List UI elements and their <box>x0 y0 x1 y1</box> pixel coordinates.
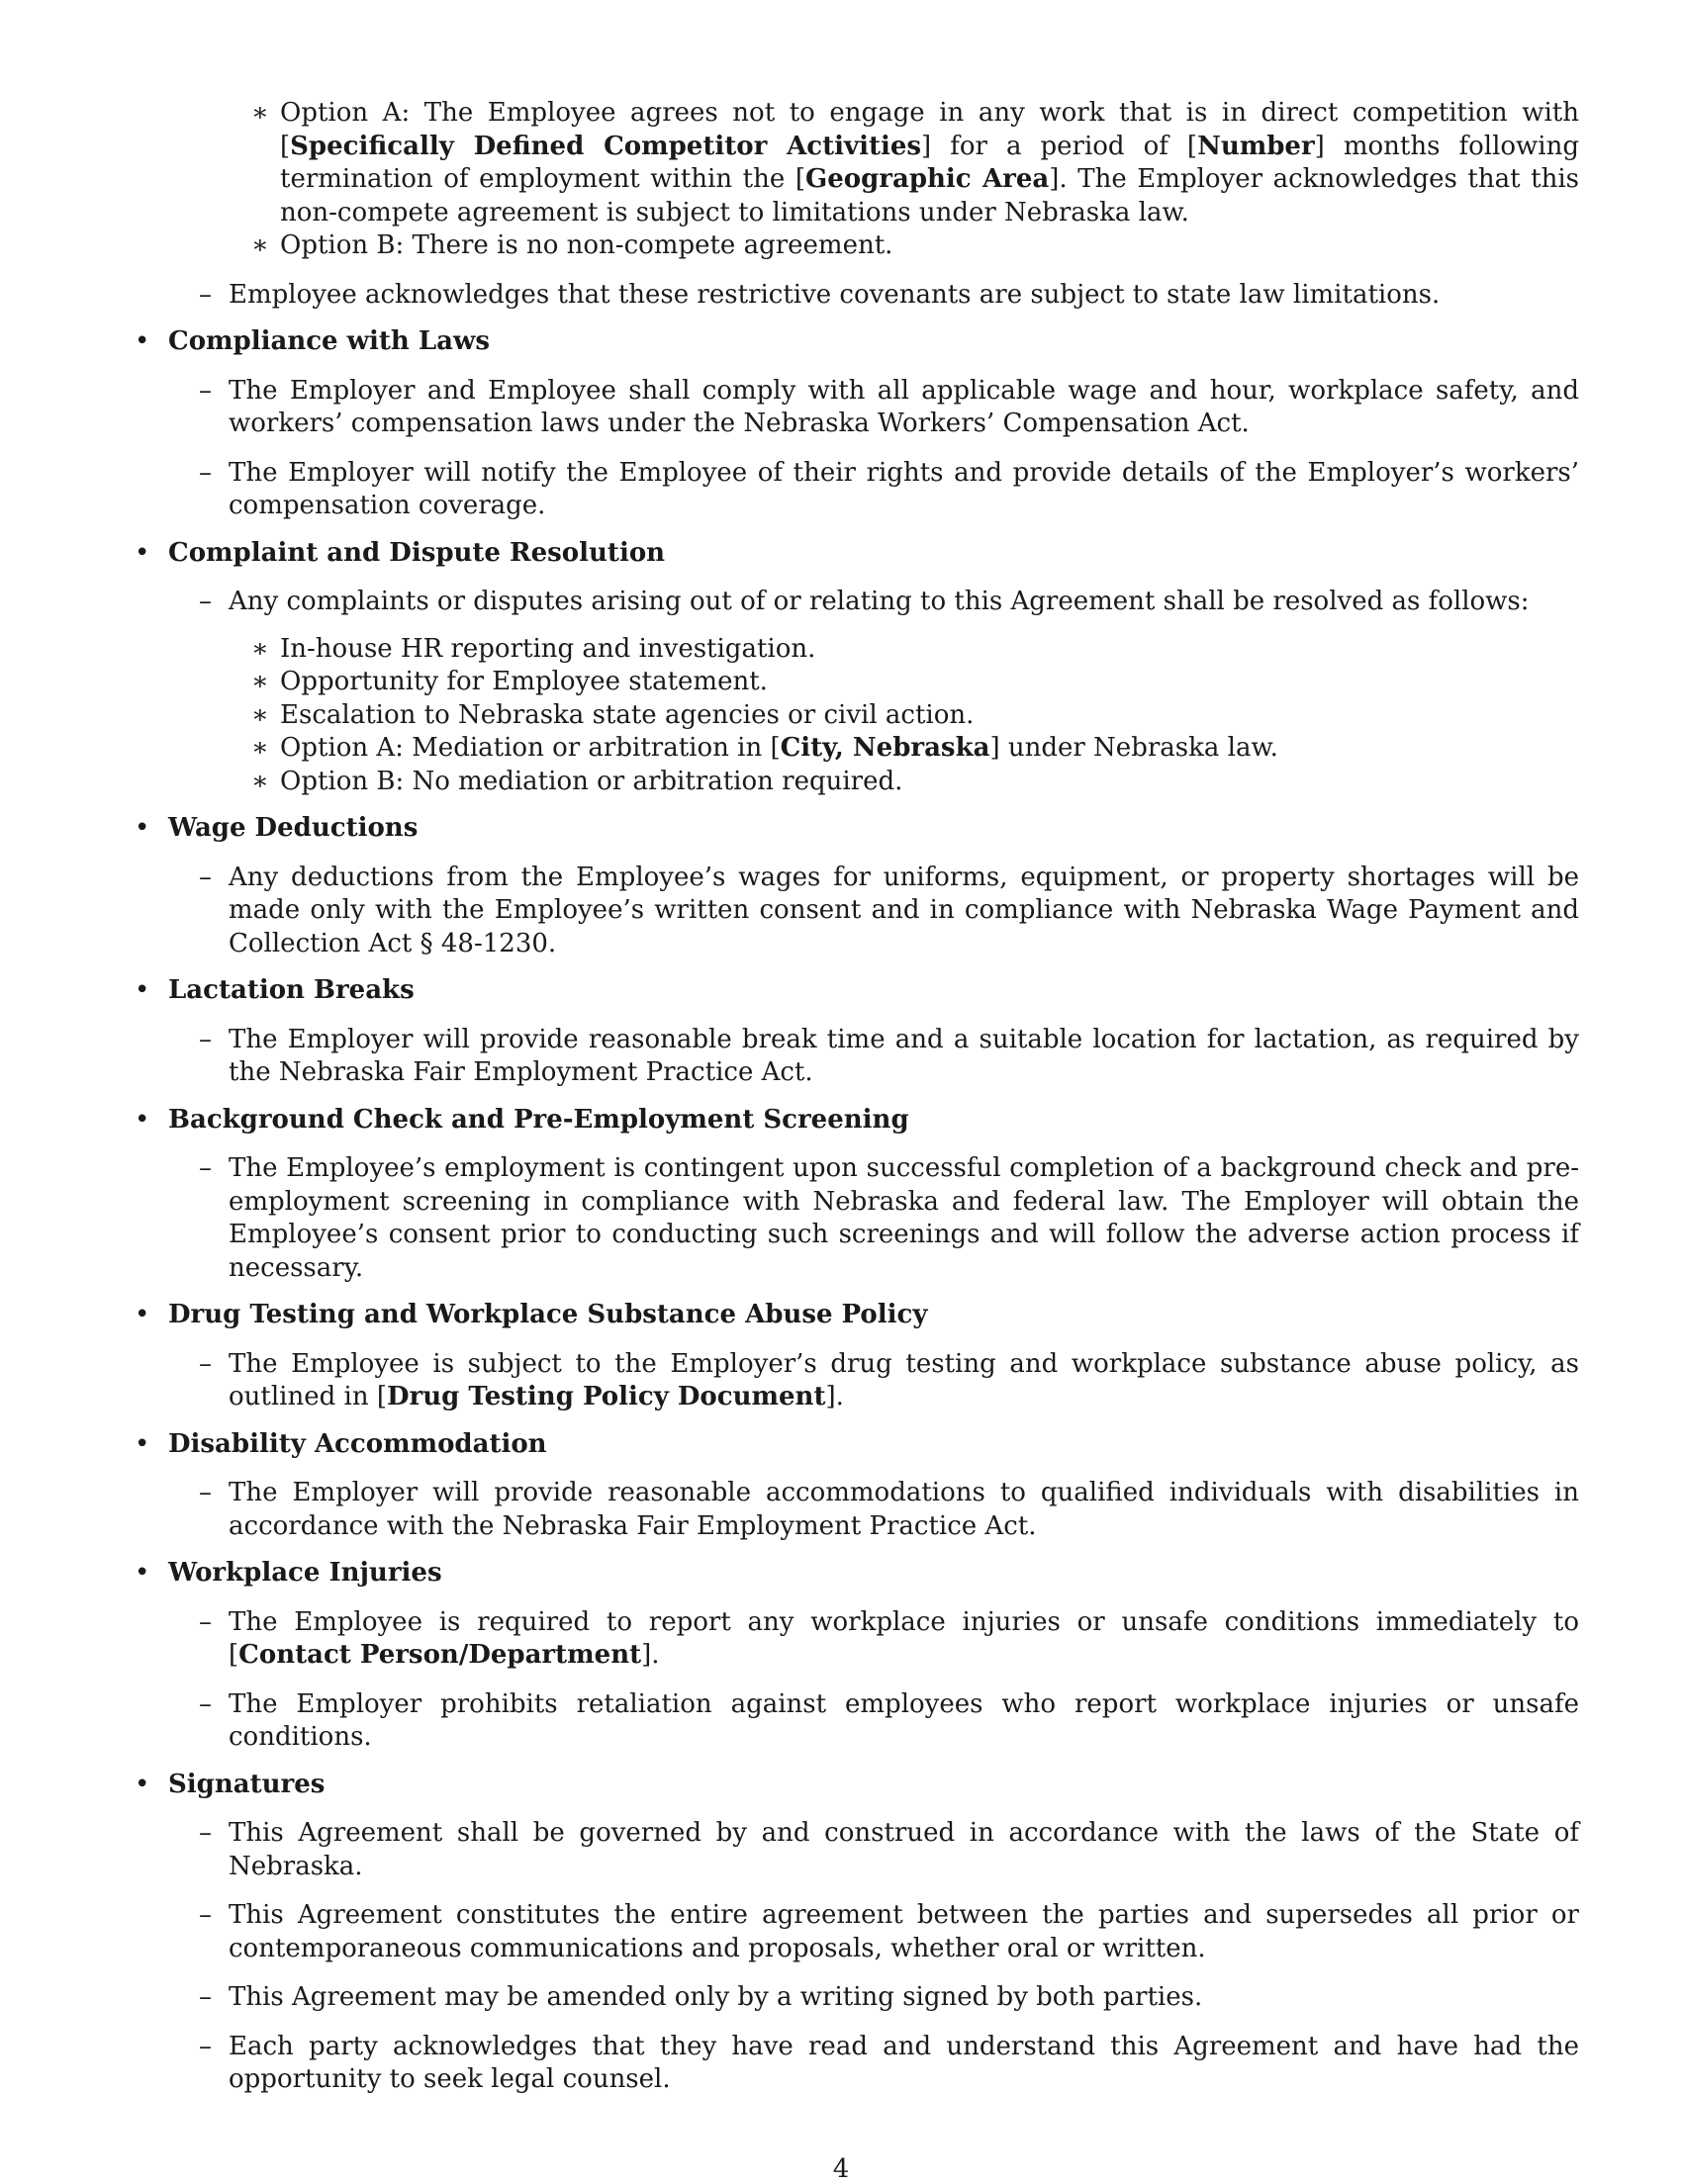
list-item: – Any complaints or disputes arising out of or relating to this Agreement shall be resolved as follows: ∗ In-house HR reporting and investigation. ∗ Opportunity for Employee statement. ∗ Escalation to Nebraska state agencies or civil action. ∗ Option A: Mediation or arbitration in [City, Nebraska] under Nebraska law. ∗ Option B: No mediation or arbitration required. <box>229 586 1579 798</box>
section-title: Compliance with Laws <box>168 326 491 356</box>
list-item: – The Employer prohibits retaliation against employees who report workplace injuries or unsafe conditions. <box>199 1688 1579 1752</box>
list-item: ∗ In-house HR reporting and investigation. <box>280 633 1579 667</box>
section-background-check <box>135 1104 1579 1286</box>
page-number: 4 <box>832 2154 850 2184</box>
star-bullet-icon: ∗ <box>251 633 269 664</box>
dash-bullet-icon: – <box>199 1153 212 1183</box>
star-bullet-icon: ∗ <box>251 699 269 730</box>
star-bullet-icon: ∗ <box>251 667 269 696</box>
section-items <box>168 1152 1579 1285</box>
section-items <box>168 1348 1579 1414</box>
star-bullet-icon: ∗ <box>251 98 269 128</box>
section-compliance <box>135 325 1579 523</box>
dash-bullet-icon: – <box>199 1348 212 1379</box>
section-workplace-injuries <box>135 1557 1579 1755</box>
section-items <box>168 1477 1579 1543</box>
star-bullet-icon: ∗ <box>251 766 269 796</box>
dash-bullet-icon: – <box>199 1818 212 1848</box>
document-body <box>135 97 1579 2097</box>
list-item: – The Employee is required to report any workplace injuries or unsafe conditions immediately to [Contact Person/Department]. <box>199 1606 1579 1670</box>
list-item: – The Employer will provide reasonable accommodations to qualified individuals with disabilities in accordance with the Nebraska Fair Employment Practice Act. <box>199 1478 1579 1541</box>
bullet-icon: • <box>135 975 150 1005</box>
list-item: – Employee acknowledges that these restrictive covenants are subject to state law limitations. <box>229 279 1579 313</box>
bullet-icon: • <box>135 1428 150 1459</box>
section-title: Workplace Injuries <box>168 1558 442 1588</box>
dash-bullet-icon: – <box>199 1606 212 1637</box>
dash-bullet-icon: – <box>199 1478 212 1507</box>
bullet-icon: • <box>135 537 150 568</box>
section-items <box>168 586 1579 798</box>
list-item: ∗ Opportunity for Employee statement. <box>280 666 1579 699</box>
list-item: ∗ Escalation to Nebraska state agencies or civil action. <box>280 699 1579 733</box>
star-bullet-icon: ∗ <box>251 733 269 763</box>
list-item: – This Agreement may be amended only by a writing signed by both parties. <box>229 1981 1579 2015</box>
section-title: Disability Accommodation <box>168 1428 547 1459</box>
section-items <box>168 862 1579 961</box>
section-disability <box>135 1428 1579 1544</box>
list-item: ∗ Option B: No mediation or arbitration required. <box>280 766 1579 799</box>
list-item: – The Employee is subject to the Employer’s drug testing and workplace substance abuse policy, as outlined in [Drug Testing Policy Document]. <box>199 1348 1579 1411</box>
section-items <box>168 1024 1579 1090</box>
bullet-icon: • <box>135 326 150 356</box>
list-item: – The Employee’s employment is contingent upon successful completion of a background check and pre-employment screening in compliance with Nebraska and federal law. The Employer will obtain the Employee’s consent prior to conducting such screenings and will follow the adverse action process if necessary. <box>199 1153 1579 1283</box>
list-item: – The Employer will provide reasonable break time and a suitable location for lactation, as required by the Nebraska Fair Employment Practice Act. <box>199 1024 1579 1087</box>
continued-list <box>135 97 1579 312</box>
bullet-icon: • <box>135 1558 150 1588</box>
section-items <box>168 1817 1579 2097</box>
list-item: – Each party acknowledges that they have read and understand this Agreement and have had the opportunity to seek legal counsel. <box>199 2031 1579 2094</box>
section-title: Background Check and Pre-Employment Screening <box>168 1104 909 1135</box>
section-complaint <box>135 537 1579 799</box>
section-wage-deductions <box>135 812 1579 960</box>
bullet-icon: • <box>135 1300 150 1329</box>
list-item: – The Employer will notify the Employee of their rights and provide details of the Employer’s workers’ compensation coverage. <box>199 457 1579 520</box>
list-item: – Any deductions from the Employee’s wages for uniforms, equipment, or property shortages will be made only with the Employee’s written consent and in compliance with Nebraska Wage Payment and Collection Act § 48-1230. <box>199 862 1579 958</box>
dash-bullet-icon: – <box>199 457 212 488</box>
list-item: – This Agreement shall be governed by and construed in accordance with the laws of the State of Nebraska. <box>199 1818 1579 1881</box>
dash-bullet-icon: – <box>199 1688 212 1719</box>
list-item: ∗ Option B: There is no non-compete agreement. <box>280 229 1579 263</box>
list-item: ∗ Option A: Mediation or arbitration in [City, Nebraska] under Nebraska law. <box>280 732 1579 766</box>
section-title: Signatures <box>168 1769 326 1799</box>
bullet-icon: • <box>135 1104 150 1135</box>
dash-bullet-icon: – <box>199 279 212 310</box>
dash-bullet-icon: – <box>199 587 212 616</box>
noncompete-options <box>229 97 1579 263</box>
section-title: Lactation Breaks <box>168 975 415 1005</box>
section-items <box>168 1606 1579 1755</box>
dash-bullet-icon: – <box>199 862 212 892</box>
section-items <box>168 375 1579 523</box>
bullet-icon: • <box>135 1769 150 1799</box>
bullet-icon: • <box>135 813 150 843</box>
resolution-steps <box>229 633 1579 799</box>
section-drug-testing <box>135 1299 1579 1414</box>
dash-bullet-icon: – <box>199 1900 212 1930</box>
list-item: – This Agreement constitutes the entire agreement between the parties and supersedes all prior or contemporaneous communications and proposals, whether oral or written. <box>199 1900 1579 1963</box>
dash-bullet-icon: – <box>199 1982 212 2012</box>
list-item: – The Employer and Employee shall comply with all applicable wage and hour, workplace safety, and workers’ compensation laws under the Nebraska Workers’ Compensation Act. <box>199 375 1579 438</box>
section-title: Wage Deductions <box>168 813 419 843</box>
section-title: Drug Testing and Workplace Substance Abuse Policy <box>168 1300 928 1329</box>
star-bullet-icon: ∗ <box>251 230 269 260</box>
noncompete-item <box>229 97 1579 263</box>
section-lactation <box>135 974 1579 1090</box>
dash-bullet-icon: – <box>199 2031 212 2061</box>
list-item: ∗ Option A: The Employee agrees not to engage in any work that is in direct competition with [Specifically Defined Competitor Activities] for a period of [Number] months following termination of employment within the [Geographic Area]. The Employer acknowledges that this non-compete agreement is subject to limitations under Nebraska law. <box>251 98 1580 228</box>
continued-level2-list <box>168 97 1579 312</box>
section-signatures <box>135 1769 1579 2097</box>
dash-bullet-icon: – <box>199 375 212 406</box>
dash-bullet-icon: – <box>199 1024 212 1054</box>
section-title: Complaint and Dispute Resolution <box>168 537 666 568</box>
